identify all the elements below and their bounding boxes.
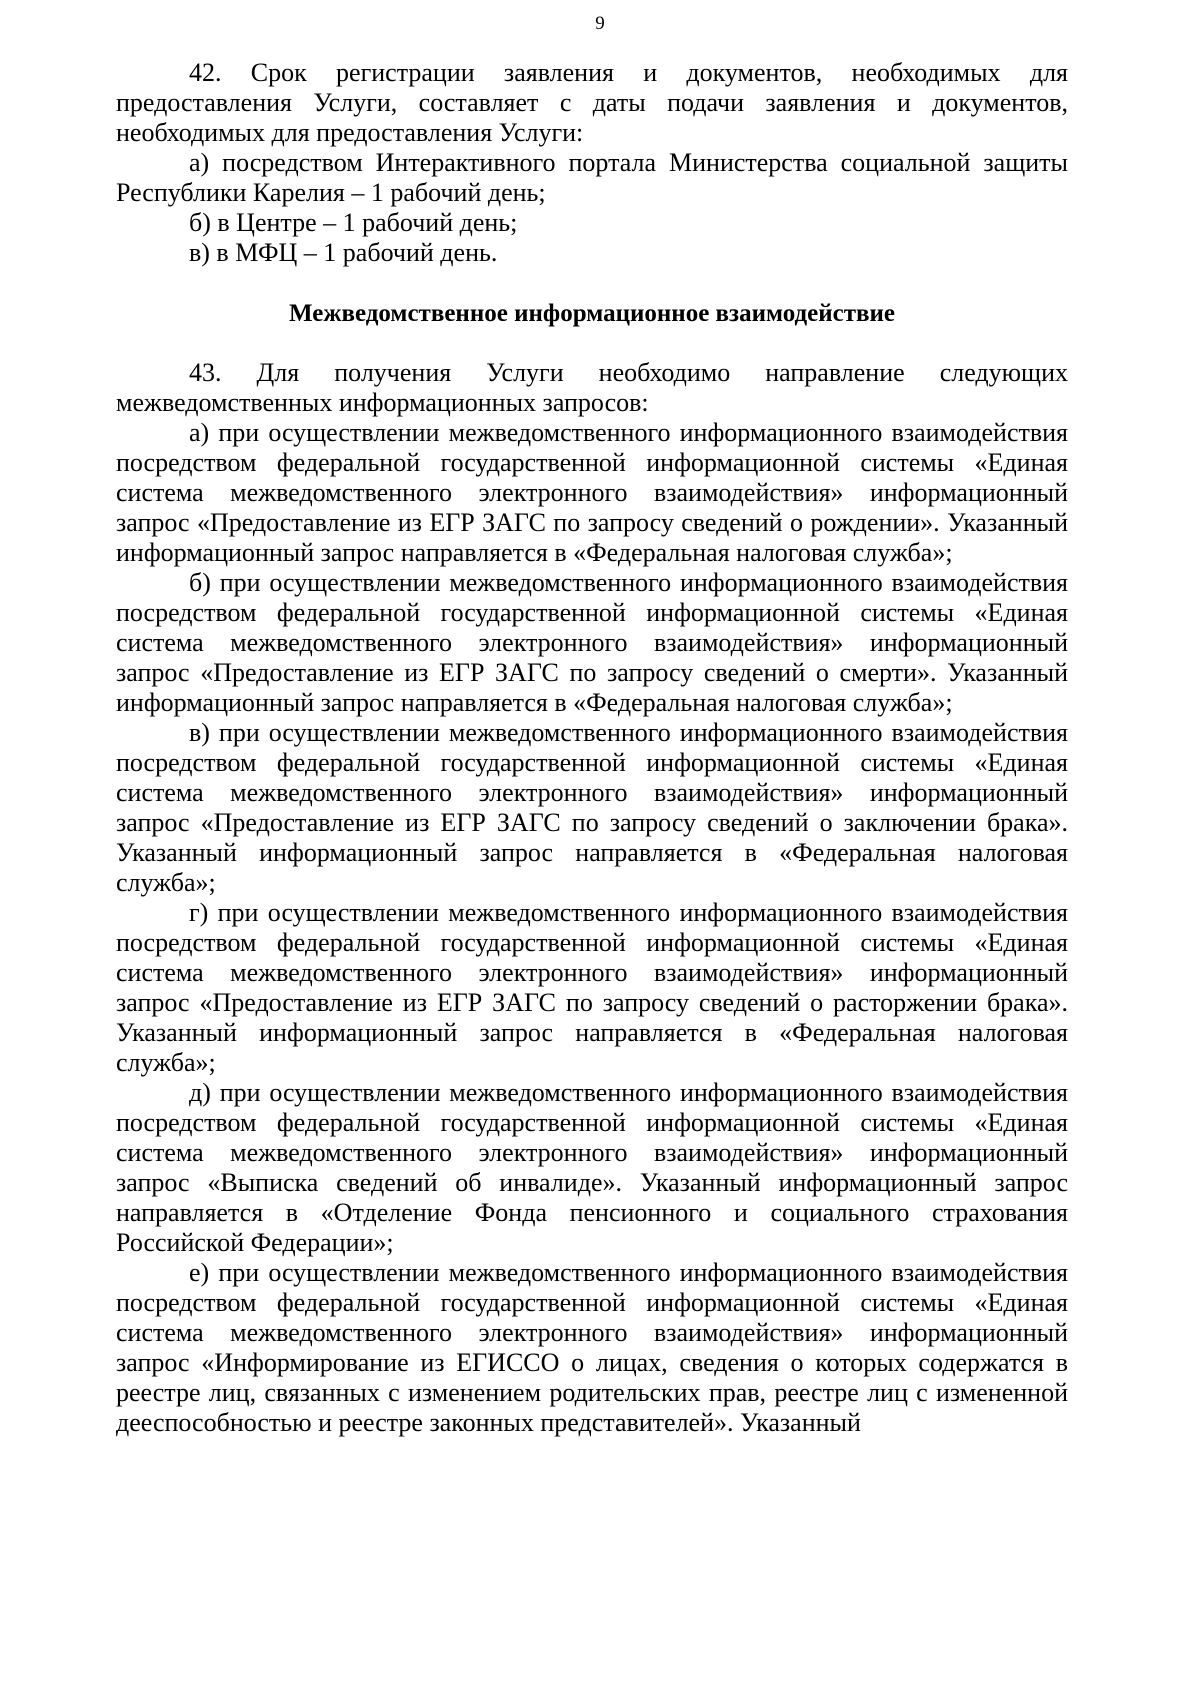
- page-number: 9: [595, 13, 605, 34]
- section-heading: Межведомственное информационное взаимодействие: [289, 300, 895, 327]
- paragraph-43-g: г) при осуществлении межведомственного информационного взаимодействия посредством федеральной государственной информационной системы «Единая система межведомственного электронного взаимодействия» информационный запрос «Предоставление из ЕГР ЗАГС по запросу сведений о расторжении брака». Указанный информационный запрос направляется в «Федеральная налоговая служба»;: [116, 898, 1068, 1077]
- paragraph-42-v: в) в МФЦ – 1 рабочий день.: [189, 238, 498, 267]
- paragraph-43-a: а) при осуществлении межведомственного информационного взаимодействия посредством федеральной государственной информационной системы «Единая система межведомственного электронного взаимодействия» информационный запрос «Предоставление из ЕГР ЗАГС по запросу сведений о рождении». Указанный информационный запрос направляется в «Федеральная налоговая служба»;: [116, 418, 1068, 567]
- paragraph-43-v: в) при осуществлении межведомственного информационного взаимодействия посредством федеральной государственной информационной системы «Единая система межведомственного электронного взаимодействия» информационный запрос «Предоставление из ЕГР ЗАГС по запросу сведений о заключении брака». Указанный информационный запрос направляется в «Федеральная налоговая служба»;: [116, 718, 1068, 897]
- paragraph-43: 43. Для получения Услуги необходимо направление следующих межведомственных информационных запросов:: [116, 358, 1068, 417]
- paragraph-42-b: б) в Центре – 1 рабочий день;: [189, 208, 518, 237]
- paragraph-43-b: б) при осуществлении межведомственного информационного взаимодействия посредством федеральной государственной информационной системы «Единая система межведомственного электронного взаимодействия» информационный запрос «Предоставление из ЕГР ЗАГС по запросу сведений о смерти». Указанный информационный запрос направляется в «Федеральная налоговая служба»;: [116, 568, 1068, 717]
- paragraph-43-d: д) при осуществлении межведомственного информационного взаимодействия посредством федеральной государственной информационной системы «Единая система межведомственного электронного взаимодействия» информационный запрос «Выписка сведений об инвалиде». Указанный информационный запрос направляется в «Отделение Фонда пенсионного и социального страхования Российской Федерации»;: [116, 1078, 1068, 1257]
- paragraph-42-a: а) посредством Интерактивного портала Министерства социальной защиты Республики Карелия – 1 рабочий день;: [116, 148, 1068, 207]
- document-body: [116, 58, 1068, 1438]
- paragraph-43-e: е) при осуществлении межведомственного информационного взаимодействия посредством федеральной государственной информационной системы «Единая система межведомственного электронного взаимодействия» информационный запрос «Информирование из ЕГИССО о лицах, сведения о которых содержатся в реестре лиц, связанных с изменением родительских прав, реестре лиц с измененной дееспособностью и реестре законных представителей». Указанный: [116, 1258, 1068, 1437]
- paragraph-42: 42. Срок регистрации заявления и документов, необходимых для предоставления Услуги, составляет с даты подачи заявления и документов, необходимых для предоставления Услуги:: [116, 58, 1068, 147]
